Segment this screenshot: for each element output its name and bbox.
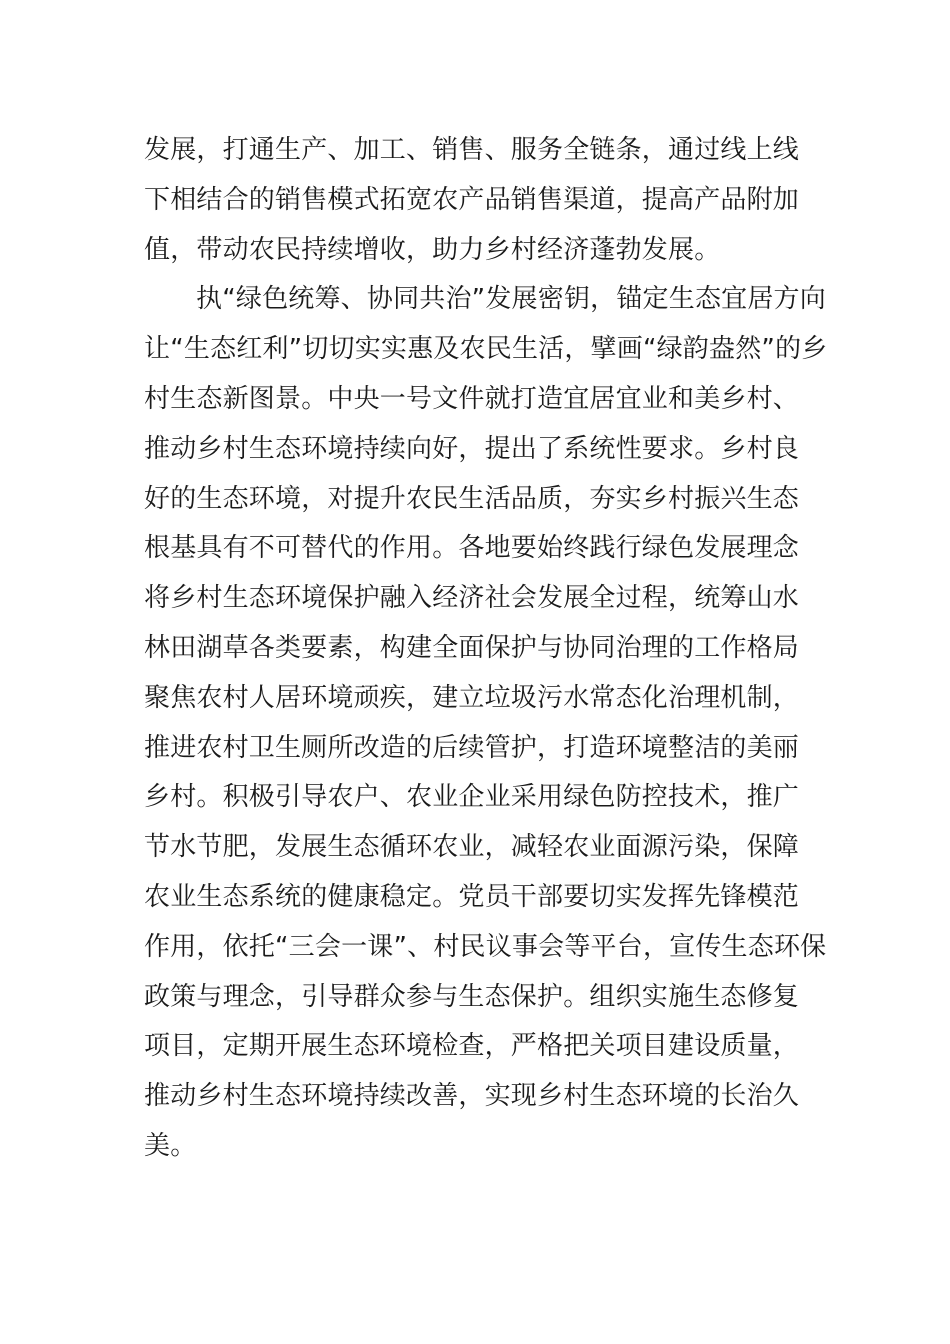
text-line: 村生态新图景。中央一号文件就打造宜居宜业和美乡村、 [144, 383, 800, 414]
text-line: 推进农村卫生厕所改造的后续管护，打造环境整洁的美丽 [144, 732, 800, 763]
text-line: 项目，定期开展生态环境检查，严格把关项目建设质量， [144, 1031, 800, 1062]
document-body [144, 126, 828, 1172]
text-line: 林田湖草各类要素，构建全面保护与协同治理的工作格局 [144, 632, 800, 663]
text-line: 发展，打通生产、加工、销售、服务全链条，通过线上线 [144, 135, 800, 165]
text-line: 执“绿色统筹、协同共治”发展密钥，锚定生态宜居方向 [196, 284, 826, 315]
text-line: 农业生态系统的健康稳定。党员干部要切实发挥先锋模范 [144, 881, 800, 912]
text-line: 让“生态红利”切切实实惠及农民生活，擘画“绿韵盎然”的乡 [144, 334, 828, 365]
text-line: 推动乡村生态环境持续改善，实现乡村生态环境的长治久 [144, 1081, 800, 1112]
text-line: 聚焦农村人居环境顽疾，建立垃圾污水常态化治理机制， [144, 682, 800, 713]
text-line: 政策与理念，引导群众参与生态保护。组织实施生态修复 [144, 981, 800, 1012]
text-line: 值，带动农民持续增收，助力乡村经济蓬勃发展。 [144, 234, 721, 265]
paragraph-2 [144, 275, 828, 1171]
text-line: 好的生态环境，对提升农民生活品质，夯实乡村振兴生态 [144, 483, 800, 514]
text-line: 下相结合的销售模式拓宽农产品销售渠道，提高产品附加 [144, 184, 800, 215]
text-line: 美。 [144, 1130, 197, 1161]
text-line: 推动乡村生态环境持续向好，提出了系统性要求。乡村良 [144, 433, 800, 464]
text-line: 作用，依托“三会一课”、村民议事会等平台，宣传生态环保 [144, 931, 827, 962]
text-line: 节水节肥，发展生态循环农业，减轻农业面源污染，保障 [144, 832, 800, 863]
text-line: 将乡村生态环境保护融入经济社会发展全过程，统筹山水 [144, 583, 800, 614]
text-line: 乡村。积极引导农户、农业企业采用绿色防控技术，推广 [144, 782, 800, 813]
text-line: 根基具有不可替代的作用。各地要始终践行绿色发展理念 [144, 533, 800, 564]
paragraph-1 [144, 126, 808, 275]
